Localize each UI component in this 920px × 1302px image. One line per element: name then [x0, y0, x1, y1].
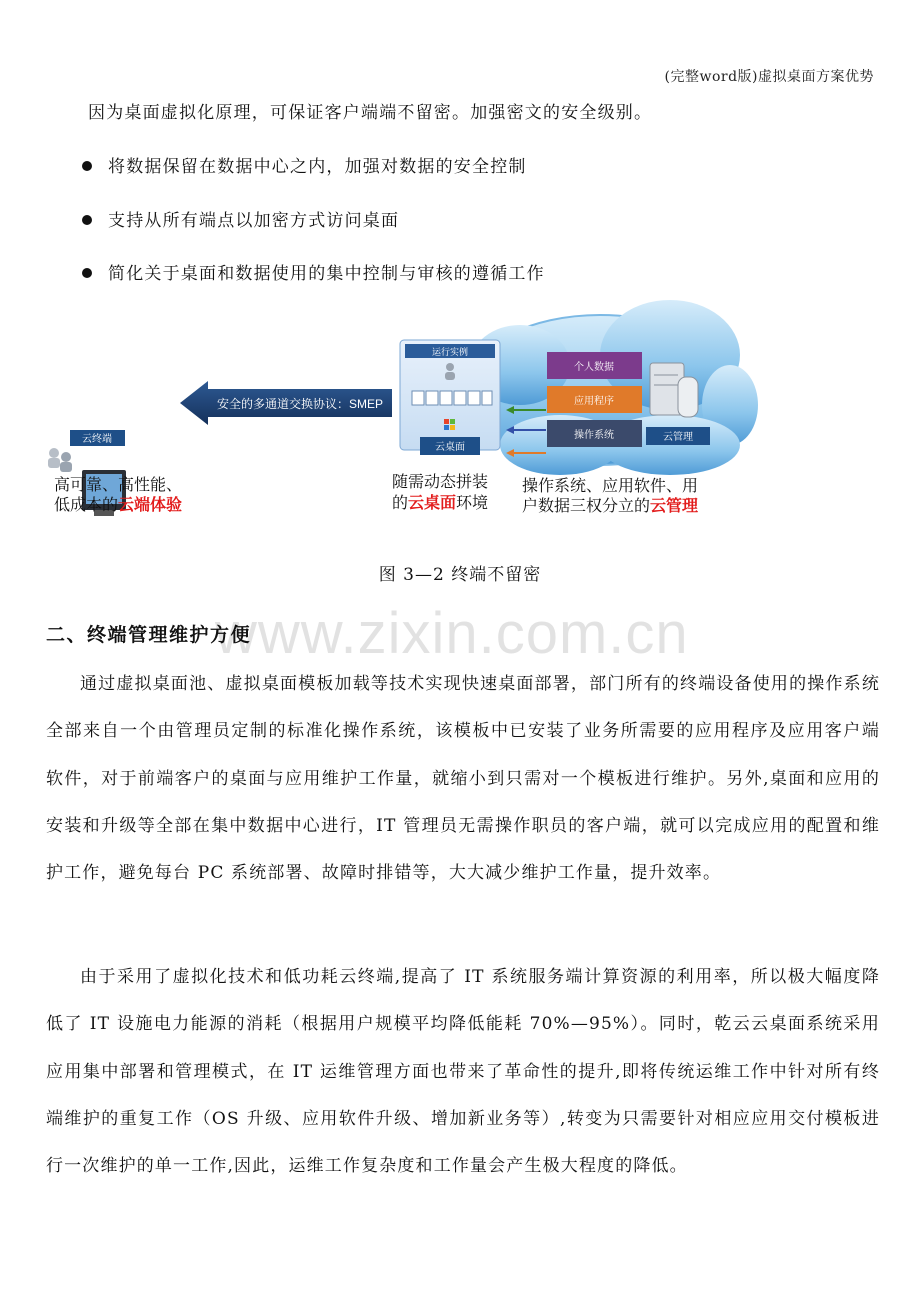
- bullet-text: 将数据保留在数据中心之内，加强对数据的安全控制: [108, 157, 527, 177]
- intro-text: 因为桌面虚拟化原理，可保证客户端端不留密。加强密文的安全级别。: [88, 103, 653, 123]
- layer-app-label: 应用程序: [574, 396, 614, 407]
- left-caption-pre: 低成本的: [54, 497, 119, 514]
- smep-arrow-label: 安全的多通道交换协议：SMEP: [216, 397, 384, 411]
- instance-label: 运行实例: [431, 347, 469, 357]
- body-paragraph: 由于采用了虚拟化技术和低功耗云终端,提高了 IT 系统服务端计算资源的利用率，所以极大幅度降低了 IT 设施电力能源的消耗（根据用户规模平均降低能耗 70%—95%）。同时，乾云云桌面系统采用应用集中部署和管理模式，在 IT 运维管理方面也带来了革命性的提升,即将传统运维工作中针对所有终端维护的重复工作（OS 升级、应用软件升级、增加新业务等）,转变为只需要针对相应应用交付模板进行一次维护的单一工作,因此，运维工作复杂度和工作量会产生极大程度的降低。: [46, 967, 880, 1177]
- figure-caption: 图 3—2 终端不留密: [378, 565, 542, 585]
- terminal-no-secret-diagram: [40, 295, 760, 530]
- cloud-terminal-label: 云终端: [82, 434, 112, 445]
- bullet-dot-icon: [82, 268, 92, 278]
- body-paragraph: 通过虚拟桌面池、虚拟桌面模板加载等技术实现快速桌面部署，部门所有的终端设备使用的操作系统全部来自一个由管理员定制的标准化操作系统，该模板中已安装了业务所需要的应用程序及应用客户端软件，对于前端客户的桌面与应用维护工作量，就缩小到只需对一个模板进行维护。另外,桌面和应用的安装和升级等全部在集中数据中心进行，IT 管理员无需操作职员的客户端，就可以完成应用的配置和维护工作，避免每台 PC 系统部署、故障时排错等，大大减少维护工作量，提升效率。: [46, 674, 880, 884]
- bullet-item: [82, 152, 527, 177]
- right-caption-pre: 户数据三权分立的: [522, 498, 651, 515]
- bullet-dot-icon: [82, 215, 92, 225]
- users-icon: [48, 448, 72, 472]
- cloud-manage-label: 云管理: [663, 432, 693, 443]
- layer-personal-label: 个人数据: [574, 362, 614, 373]
- bullet-dot-icon: [82, 161, 92, 171]
- right-caption-red: 云管理: [650, 498, 699, 515]
- bullet-text: 支持从所有端点以加密方式访问桌面: [108, 211, 400, 231]
- bullet-item: [82, 206, 399, 231]
- mid-caption-pre: 的: [392, 495, 409, 512]
- cloud-desktop-label: 云桌面: [435, 442, 465, 453]
- bullet-text: 简化关于桌面和数据使用的集中控制与审核的遵循工作: [108, 264, 545, 284]
- stacked-apps-icon: [412, 391, 492, 405]
- page-header: (完整word版)虚拟桌面方案优势: [664, 69, 874, 85]
- mid-caption-post: 环境: [456, 495, 489, 512]
- right-caption-line1: 操作系统、应用软件、用: [522, 478, 699, 495]
- layer-os-label: 操作系统: [574, 430, 614, 441]
- left-caption-line2: [54, 495, 182, 514]
- mid-caption-line1: 随需动态拼装: [392, 474, 489, 491]
- mid-caption-line2: [392, 494, 488, 512]
- left-caption-red: 云端体验: [118, 497, 183, 514]
- mid-caption-red: 云桌面: [408, 495, 457, 512]
- left-caption-line1: 高可靠、高性能、: [54, 477, 183, 494]
- watermark: www.zixin.com.cn: [215, 601, 689, 666]
- right-caption-line2: [522, 496, 699, 515]
- section-title: 二、终端管理维护方便: [46, 624, 252, 646]
- bullet-item: [82, 259, 545, 284]
